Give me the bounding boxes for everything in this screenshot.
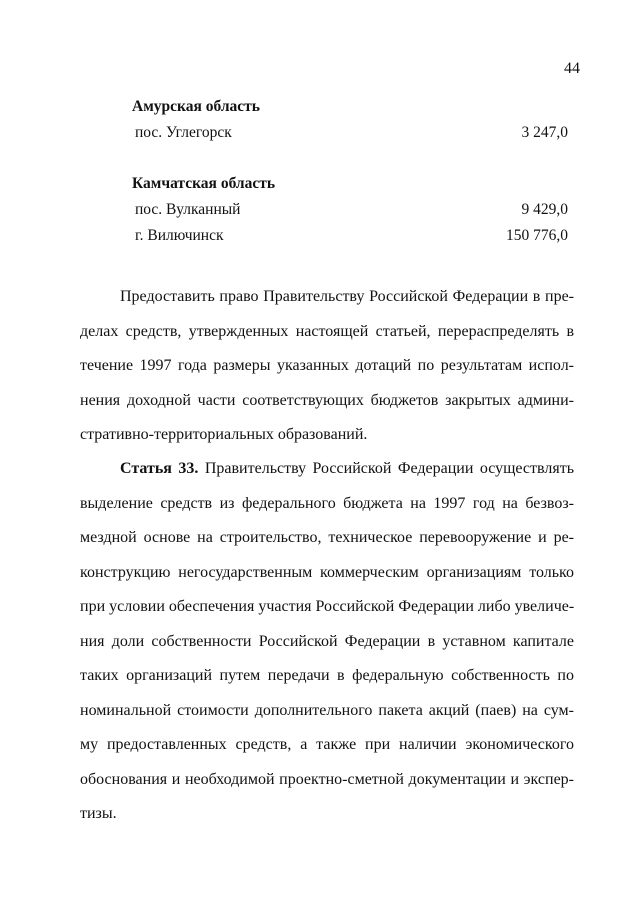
paragraph-line: мездной основе на строительство, техническое перевооружение и ре-: [80, 529, 574, 546]
paragraph-line: нения доходной части соответствующих бюджетов закрытых админи-: [80, 391, 574, 409]
region-block-amur: [132, 94, 568, 146]
paragraph-redistribution-right: [80, 280, 574, 453]
settlement-name: пос. Вулканный: [135, 201, 241, 218]
paragraph-line: Предоставить право Правительству Российской Федерации в пре-: [120, 288, 574, 305]
paragraph-line: [80, 452, 574, 487]
paragraph-line: обоснования и необходимой проектно-сметной документации и экспер-: [80, 770, 574, 788]
settlement-row: [132, 120, 568, 146]
paragraph-line: таких организаций путем передачи в федеральную собственность по: [80, 667, 574, 684]
paragraph-line: течение 1997 года размеры указанных дотаций по результатам испол-: [80, 357, 574, 374]
page-number: 44: [564, 60, 580, 77]
paragraph-line: тизы.: [80, 805, 117, 822]
article-33-paragraph: [80, 452, 574, 832]
paragraph-line: ния доли собственности Российской Федерации в уставном капитале: [80, 632, 574, 650]
settlement-row: [132, 197, 568, 223]
paragraph-line: выделение средств из федерального бюджета на 1997 год на безвоз-: [80, 494, 574, 512]
paragraph-line: конструкцию негосударственным коммерческим организациям только: [80, 563, 574, 581]
subsidy-amount: 3 247,0: [521, 124, 568, 141]
subsidy-amount: 150 776,0: [506, 227, 568, 244]
region-name: Амурская область: [132, 98, 260, 115]
article-intro-text: Правительству Российской Федерации осуществлять: [198, 460, 574, 477]
paragraph-line: му предоставленных средств, а также при наличии экономического: [80, 736, 574, 753]
paragraph-line: номинальной стоимости дополнительного пакета акций (паев) на сум-: [80, 701, 574, 719]
region-name: Камчатская область: [132, 175, 276, 192]
paragraph-line: делах средств, утвержденных настоящей статьей, перераспределять в: [80, 322, 574, 340]
settlement-name: пос. Углегорск: [135, 124, 232, 141]
settlement-row: [132, 223, 568, 249]
paragraph-line: при условии обеспечения участия Российской Федерации либо увеличе-: [80, 598, 574, 615]
region-block-kamchatka: [132, 171, 568, 249]
paragraph-line: стративно-территориальных образований.: [80, 426, 368, 443]
subsidy-amount: 9 429,0: [521, 201, 568, 218]
article-label: Статья 33.: [120, 460, 199, 477]
settlement-name: г. Вилючинск: [135, 227, 224, 244]
